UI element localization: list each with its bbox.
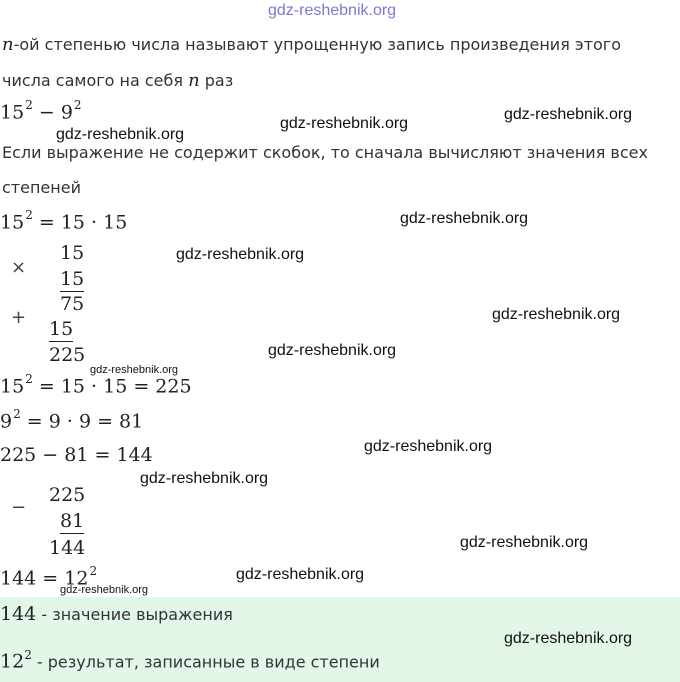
- watermark: gdz-reshebnik.org: [460, 534, 589, 551]
- step5-base: 12: [64, 567, 89, 590]
- expr-base-b: 9: [60, 101, 73, 124]
- mult-factor-2: 15: [60, 268, 85, 290]
- sub-minuend: 225: [49, 484, 86, 506]
- step-2: [0, 374, 192, 397]
- expr-exp-a: 2: [25, 98, 33, 112]
- step-3: [0, 409, 143, 432]
- times-sign: ×: [11, 257, 27, 278]
- answer-line-1: [0, 603, 233, 625]
- definition-text-1: -ой степенью числа называют упрощенную запись произведения этого: [13, 35, 621, 54]
- watermark: gdz-reshebnik.org: [504, 630, 633, 647]
- var-n-2: n: [188, 70, 200, 91]
- watermark: gdz-reshebnik.org: [400, 210, 529, 227]
- answer-text-2: - результат, записанные в виде степени: [31, 652, 380, 672]
- definition-line-1: [2, 34, 621, 55]
- watermark: gdz-reshebnik.org: [140, 470, 269, 487]
- answer-exp: 2: [24, 648, 32, 662]
- rule-line-2: степеней: [2, 178, 81, 197]
- step2-rest: = 15 · 15 = 225: [32, 375, 192, 398]
- watermark-small: gdz-reshebnik.org: [60, 584, 149, 596]
- step2-base: 15: [0, 375, 25, 398]
- mult-partial-1: 75: [60, 293, 85, 315]
- definition-text-2b: раз: [199, 71, 234, 90]
- step3-rest: = 9 · 9 = 81: [20, 410, 144, 433]
- step1-rest: = 15 · 15: [32, 211, 128, 234]
- rule-line-1: Если выражение не содержит скобок, то сначала вычисляют значения всех: [2, 143, 648, 162]
- watermark: gdz-reshebnik.org: [236, 566, 365, 583]
- definition-line-2: [2, 70, 233, 91]
- answer-value: 144: [0, 603, 37, 625]
- expr-exp-b: 2: [73, 98, 82, 112]
- watermark: gdz-reshebnik.org: [56, 126, 185, 143]
- step-1: [0, 210, 127, 233]
- watermark: gdz-reshebnik.org: [492, 306, 621, 323]
- step5-exp: 2: [89, 564, 98, 578]
- sub-result: 144: [49, 537, 86, 559]
- watermark: gdz-reshebnik.org: [268, 342, 397, 359]
- answer-text-1: - значение выражения: [36, 605, 233, 624]
- mult-factor-1: 15: [60, 242, 85, 264]
- minus-sign: −: [11, 497, 27, 518]
- watermark-top: gdz-reshebnik.org: [268, 2, 397, 19]
- expression: [0, 100, 82, 123]
- watermark: gdz-reshebnik.org: [176, 246, 305, 263]
- plus-sign: +: [11, 307, 27, 328]
- mult-result: 225: [49, 344, 86, 366]
- var-n: n: [2, 34, 14, 55]
- step3-exp: 2: [13, 407, 21, 421]
- step2-exp: 2: [25, 372, 33, 386]
- watermark: gdz-reshebnik.org: [364, 438, 493, 455]
- watermark: gdz-reshebnik.org: [504, 106, 633, 123]
- step5-left: 144 =: [0, 567, 65, 590]
- definition-text-2a: числа самого на себя: [2, 71, 189, 90]
- step3-base: 9: [0, 410, 13, 433]
- answer-base: 12: [0, 650, 25, 673]
- step1-exp: 2: [25, 208, 33, 222]
- step-4: 225 − 81 = 144: [0, 444, 153, 466]
- watermark-small: gdz-reshebnik.org: [90, 364, 179, 376]
- mult-partial-2: 15: [49, 318, 74, 340]
- expr-minus: −: [32, 101, 61, 124]
- sub-subtrahend: 81: [60, 510, 85, 532]
- expr-base-a: 15: [0, 101, 25, 124]
- watermark: gdz-reshebnik.org: [280, 115, 409, 132]
- step1-base: 15: [0, 211, 25, 234]
- answer-line-2: [0, 650, 380, 672]
